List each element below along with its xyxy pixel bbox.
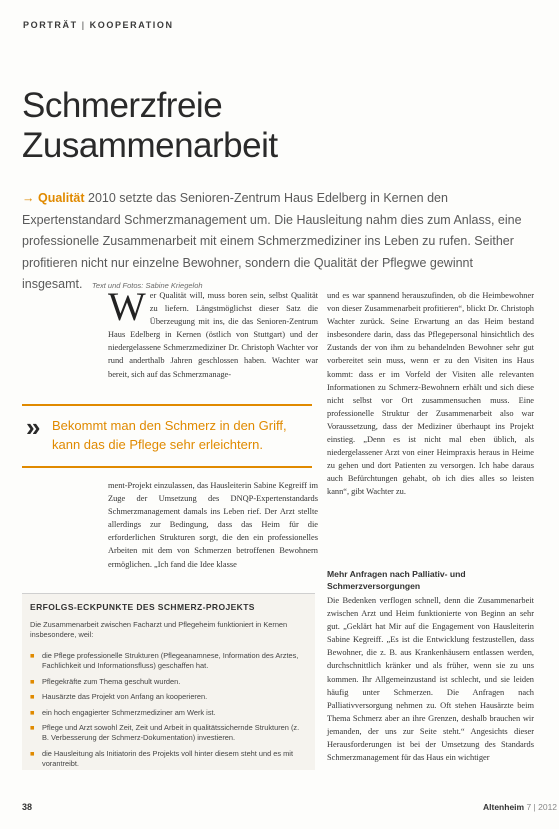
page-number: 38 [22,802,33,812]
article-title [22,86,278,166]
list-item-text: die Pflege professionelle Strukturen (Pflegeanamnese, Information des Arztes, Fachlichkeit und Informationsfluss) geschaffen hat. [42,651,299,670]
arrow-icon: → [22,191,35,205]
list-item [30,708,308,718]
subheading: Mehr Anfragen nach Palliativ- und Schmerzversorgungen [327,569,466,591]
list-item [30,677,308,687]
rubric-separator: | [81,20,86,30]
list-item [30,651,308,671]
list-item [30,692,308,702]
drop-cap: W [108,284,146,329]
pull-quote [22,404,312,468]
magazine-footer [483,802,557,812]
title-line-1: Schmerzfreie [22,86,223,125]
info-box-intro: Die Zusammenarbeit zwischen Facharzt und Pflegeheim funktioniert in Kernen insbesondere, weil: [30,620,288,639]
pull-quote-text: Bekommt man den Schmerz in den Griff, kann das die Pflege sehr erleichtern. [52,418,287,452]
info-box [22,593,315,770]
info-box-list [30,651,308,774]
subsection-label: KOOPERATION [89,20,174,30]
intro-continuation: ment-Projekt einzulassen, das Hausleiterin Sabine Kegreiff im Zuge der Umsetzung des DNQP-Expertenstandards Schmerzmanagement damals ins Leben rief. Der Arzt stellte allerdings zur Bedingung, dass das Heim für die erforderlichen Strukturen sorgt, die den ein professionelles Arbeiten mit dem von Schmerzen betroffenen Bewohnern ermöglichen. „Ich fand die Idee klasse [108,481,318,569]
list-item-text: die Hausleitung als Initiatorin des Projekts voll hinter diesem steht und es mit vorantreibt. [42,748,293,768]
list-item-text: ein hoch engagierter Schmerzmediziner am Werk ist. [42,707,216,717]
lead-paragraph [22,188,532,297]
bullet-icon: ■ [30,707,35,717]
list-item-text: Hausärzte das Projekt von Anfang an kooperieren. [42,692,208,701]
intro-text: er Qualität will, muss boren sein, selbst Qualität zu liefern. Längstmöglichst dieser Satz die Überzeugung mit ins, die das Senioren-Zentrum Haus Edelberg in Kernen (östlich von Stuttgart) und der niedergelassene Schmerzmediziner Dr. Christoph Wachter vor rund anderthalb Jahren geschlossen haben. Wachter war bereit, sich auf das Schmerzmanage- [108,291,318,379]
bullet-icon: ■ [30,692,35,701]
list-item [30,749,308,769]
bullet-icon: ■ [30,651,35,660]
bullet-icon: ■ [30,676,35,686]
magazine-name: Altenheim [483,802,525,812]
right-column-section-text: Die Bedenken verflogen schnell, denn die Zusammenarbeit zwischen Arzt und Heim funktionierte von Beginn an sehr gut. „Geklärt hat Mir auf die Engagement von Hausleiterin Sabine Kegreiff. „Es ist die Entwicklung festzustellen, dass Bewohner, die z. B. aus Krankenhäusern entlassen werden, durchschnittlich kränker und als früher, wenn sie zu uns kommen. Ihr Allgemeinzustand ist schlecht, und sie leiden häufig unter Schmerzen. Die Anfragen nach Palliativversorgung nehmen zu. Oft stehen Hausärzte beim Thema Schmerz aber an ihre Grenzen, deshalb brauchen wir jemanden, der uns zur Seite steht.“ Angesichts dieser Herausforderungen ist bei der Umsetzung des Standards Schmerzmanagement für das Haus ein wichtiger [327,596,534,763]
section-label: PORTRÄT [23,20,78,30]
issue-number: 7 | 2012 [526,802,558,812]
list-item-text: Pflege und Arzt sowohl Zeit, Zeit und Arbeit in qualitätssichernde Strukturen (z. B. Verbesserung der Schmerz-Dokumentation) investieren. [42,723,300,742]
list-item [30,723,308,743]
quote-marks-icon: » [26,412,37,442]
lead-tag: Qualität [37,191,85,205]
right-column-text: und es war spannend herauszufinden, ob die Heimbewohner von dieser Zusammenarbeit profitieren“, blickt Dr. Christoph Wachter zurück. Seine Erwartung an das Heim bestand insbesondere darin, dass das Pflegepersonal hinsichtlich des Zustands der von ihm zu behandelnden Bewohner sehr gut vorbereitet sein muss, wenn er zu den Visiten ins Haus kommt: dass er im Vorfeld der Visiten alle relevanten Informationen zu Schmerz-Bewohnern erhält und sich diese nicht selbst vor Ort zusammensuchen muss. Eine professionelle Struktur der Zusammenarbeit also war Voraussetzung, dass der Mediziner überhaupt ins Projekt einstieg. „Denn es ist nicht mal eben üblich, als niedergelassener Arzt von einer Heimpraxis heraus in Heime zu gehen und dort Patienten zu versorgen. Ich habe daraus auch Befürchtungen gehabt, ob ich dies alles so leisten kann“, gibt Wachter zu. [327,291,534,497]
title-line-2: Zusammenarbeit [22,126,278,165]
list-item-text: Pflegekräfte zum Thema geschult wurden. [42,676,181,686]
bullet-icon: ■ [30,748,35,758]
photo-credit: Text und Fotos: Sabine Kriegeloh [91,281,203,290]
section-rubric [23,20,174,30]
info-box-title: ERFOLGS-ECKPUNKTE DES SCHMERZ-PROJEKTS [30,602,255,612]
right-column-section [327,568,534,764]
lead-text: 2010 setzte das Senioren-Zentrum Haus Edelberg in Kernen den Expertenstandard Schmerzmanagement um. Die Hausleitung nahm dies zum Anlass, eine professionelle Zusammenarbeit mit einem Schmerzmediziner ins Leben zu rufen. Seither profitieren nicht nur einzelne Bewohner, sondern die Qualität der Pflegwe gewinnt insgesamt. [22,191,522,291]
bullet-icon: ■ [30,723,35,732]
